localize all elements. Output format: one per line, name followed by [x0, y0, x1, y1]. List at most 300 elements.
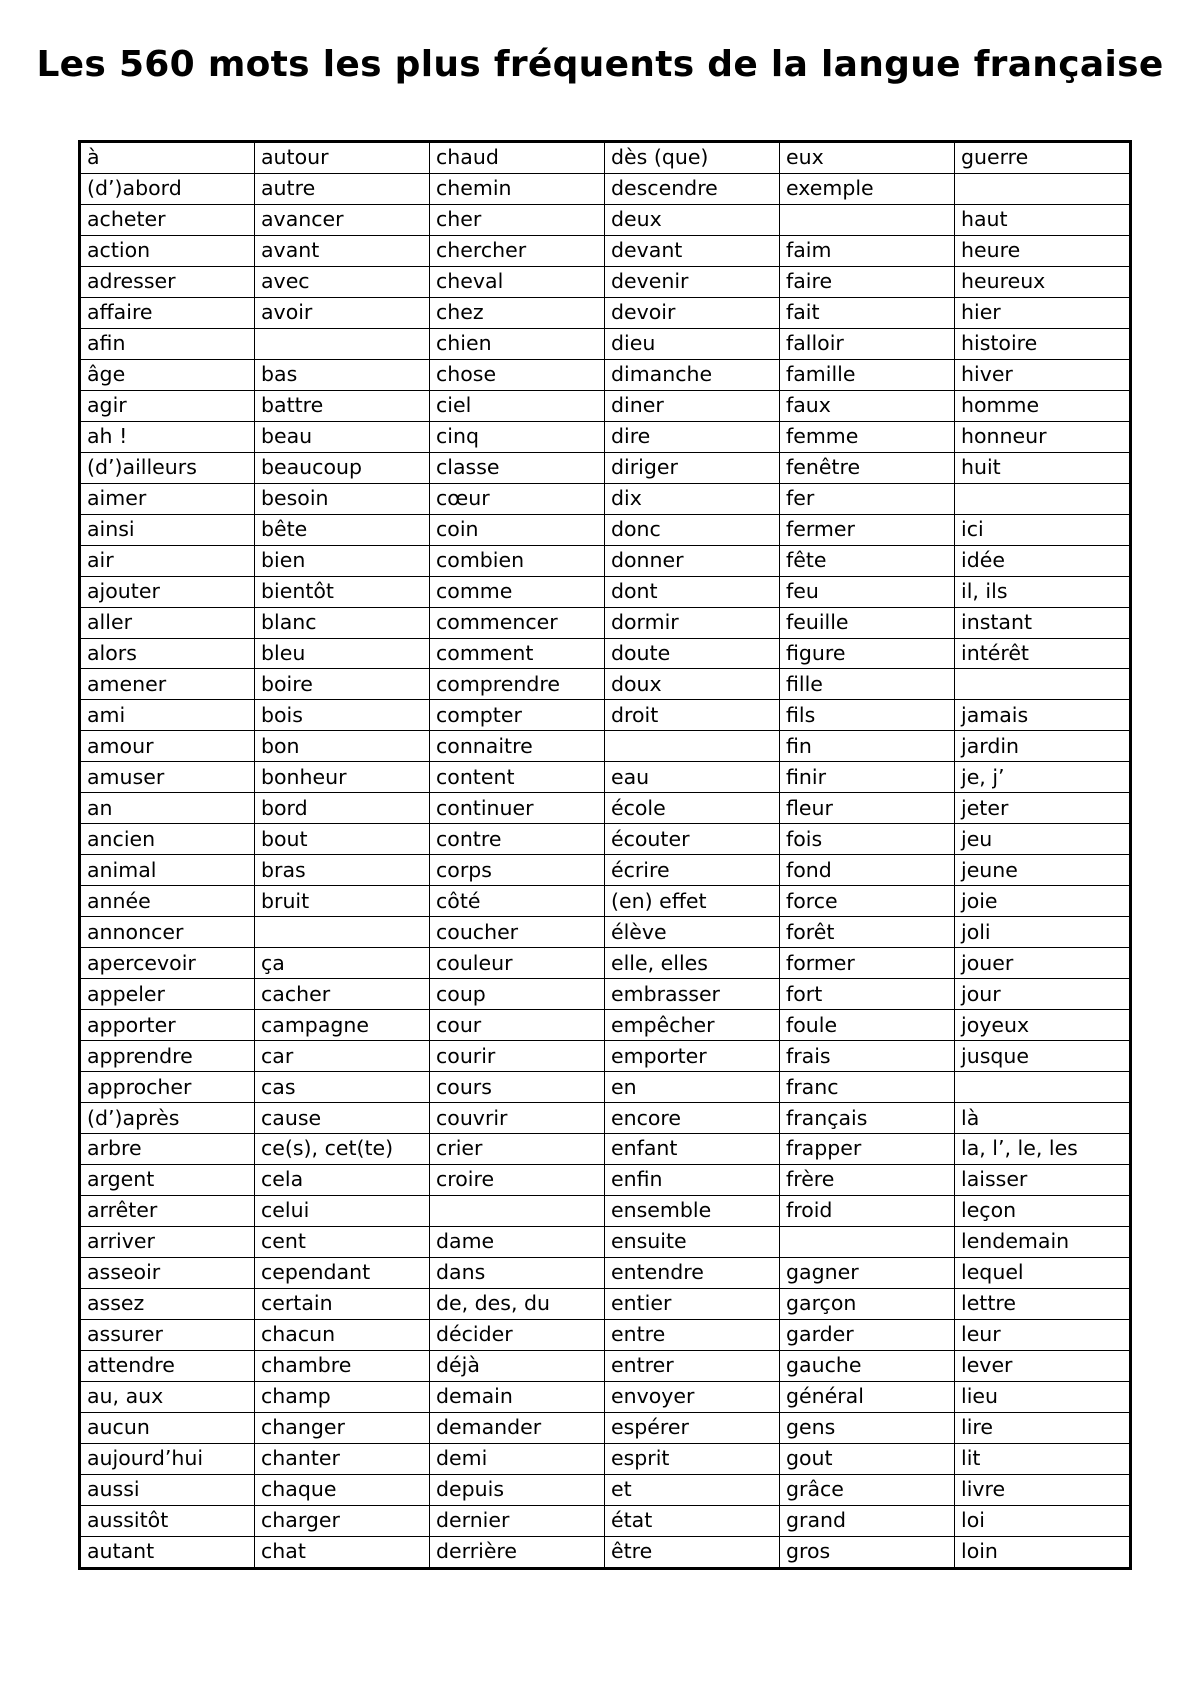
- table-row: [80, 731, 1131, 762]
- word-cell: demain: [430, 1381, 605, 1412]
- word-cell: autant: [80, 1536, 255, 1568]
- table-row: [80, 142, 1131, 174]
- word-cell: croire: [430, 1164, 605, 1195]
- word-cell: cas: [255, 1072, 430, 1103]
- word-cell: bois: [255, 700, 430, 731]
- table-row: [80, 1536, 1131, 1568]
- table-row: [80, 545, 1131, 576]
- table-row: [80, 1164, 1131, 1195]
- word-cell: cause: [255, 1103, 430, 1134]
- word-cell: ce(s), cet(te): [255, 1134, 430, 1165]
- word-cell: aussi: [80, 1474, 255, 1505]
- word-cell: chemin: [430, 173, 605, 204]
- word-cell: de, des, du: [430, 1288, 605, 1319]
- word-cell: amuser: [80, 762, 255, 793]
- word-cell: faux: [780, 390, 955, 421]
- table-row: [80, 390, 1131, 421]
- word-cell: joli: [955, 917, 1131, 948]
- table-row: [80, 700, 1131, 731]
- table-row: [80, 979, 1131, 1010]
- word-cell: changer: [255, 1412, 430, 1443]
- word-cell: esprit: [605, 1443, 780, 1474]
- word-cell: foule: [780, 1010, 955, 1041]
- word-cell: faim: [780, 235, 955, 266]
- word-cell: combien: [430, 545, 605, 576]
- word-cell: continuer: [430, 793, 605, 824]
- word-cell: frère: [780, 1164, 955, 1195]
- word-cell: autre: [255, 173, 430, 204]
- word-cell: haut: [955, 204, 1131, 235]
- word-cell: chacun: [255, 1319, 430, 1350]
- word-cell: depuis: [430, 1474, 605, 1505]
- word-cell: (d’)ailleurs: [80, 452, 255, 483]
- table-row: [80, 638, 1131, 669]
- word-cell: décider: [430, 1319, 605, 1350]
- table-row: [80, 576, 1131, 607]
- word-cell: lit: [955, 1443, 1131, 1474]
- word-cell: ami: [80, 700, 255, 731]
- word-cell: exemple: [780, 173, 955, 204]
- word-cell: ah !: [80, 421, 255, 452]
- word-cell: donner: [605, 545, 780, 576]
- word-cell: fleur: [780, 793, 955, 824]
- word-cell: avancer: [255, 204, 430, 235]
- table-row: [80, 1412, 1131, 1443]
- word-cell: ici: [955, 514, 1131, 545]
- word-cell: champ: [255, 1381, 430, 1412]
- word-cell: envoyer: [605, 1381, 780, 1412]
- word-cell: et: [605, 1474, 780, 1505]
- word-cell: agir: [80, 390, 255, 421]
- table-row: [80, 1350, 1131, 1381]
- word-cell: dernier: [430, 1505, 605, 1536]
- word-cell: former: [780, 948, 955, 979]
- word-cell: eau: [605, 762, 780, 793]
- word-cell: histoire: [955, 328, 1131, 359]
- word-cell: droit: [605, 700, 780, 731]
- word-cell: comment: [430, 638, 605, 669]
- word-cell: bas: [255, 359, 430, 390]
- word-cell: connaitre: [430, 731, 605, 762]
- word-cell: besoin: [255, 483, 430, 514]
- word-cell: bête: [255, 514, 430, 545]
- word-cell: forêt: [780, 917, 955, 948]
- table-row: [80, 1134, 1131, 1165]
- word-cell: affaire: [80, 297, 255, 328]
- word-cell: homme: [955, 390, 1131, 421]
- word-cell: beau: [255, 421, 430, 452]
- word-cell: derrière: [430, 1536, 605, 1568]
- word-cell: bras: [255, 855, 430, 886]
- word-cell: arbre: [80, 1134, 255, 1165]
- word-cell: campagne: [255, 1010, 430, 1041]
- word-cell: cher: [430, 204, 605, 235]
- word-cell: cela: [255, 1164, 430, 1195]
- word-cell: descendre: [605, 173, 780, 204]
- word-cell: dix: [605, 483, 780, 514]
- word-cell: là: [955, 1103, 1131, 1134]
- word-cell: entrer: [605, 1350, 780, 1381]
- word-cell: comprendre: [430, 669, 605, 700]
- word-cell: entre: [605, 1319, 780, 1350]
- table-row: [80, 514, 1131, 545]
- word-cell: emporter: [605, 1041, 780, 1072]
- word-cell: attendre: [80, 1350, 255, 1381]
- word-cell: gros: [780, 1536, 955, 1568]
- table-row: [80, 1257, 1131, 1288]
- word-cell: côté: [430, 886, 605, 917]
- word-cell: crier: [430, 1134, 605, 1165]
- word-cell: couvrir: [430, 1103, 605, 1134]
- table-row: [80, 917, 1131, 948]
- word-cell: arriver: [80, 1226, 255, 1257]
- word-cell: franc: [780, 1072, 955, 1103]
- word-cell: heureux: [955, 266, 1131, 297]
- word-cell: gout: [780, 1443, 955, 1474]
- word-cell: [955, 669, 1131, 700]
- word-cell: chambre: [255, 1350, 430, 1381]
- word-cell: joyeux: [955, 1010, 1131, 1041]
- word-cell: frais: [780, 1041, 955, 1072]
- word-cell: boire: [255, 669, 430, 700]
- word-cell: feu: [780, 576, 955, 607]
- word-cell: celui: [255, 1195, 430, 1226]
- word-cell: dimanche: [605, 359, 780, 390]
- word-cell: bout: [255, 824, 430, 855]
- word-cell: élève: [605, 917, 780, 948]
- word-cell: femme: [780, 421, 955, 452]
- word-cell: bruit: [255, 886, 430, 917]
- word-cell: école: [605, 793, 780, 824]
- word-cell: année: [80, 886, 255, 917]
- table-row: [80, 886, 1131, 917]
- word-cell: jeune: [955, 855, 1131, 886]
- word-cell: ensemble: [605, 1195, 780, 1226]
- word-cell: [955, 1072, 1131, 1103]
- word-cell: [255, 917, 430, 948]
- word-cell: assez: [80, 1288, 255, 1319]
- table-row: [80, 266, 1131, 297]
- word-cell: demander: [430, 1412, 605, 1443]
- word-table: [78, 140, 1132, 1570]
- table-row: [80, 1195, 1131, 1226]
- word-cell: déjà: [430, 1350, 605, 1381]
- table-row: [80, 793, 1131, 824]
- word-cell: frapper: [780, 1134, 955, 1165]
- word-cell: avant: [255, 235, 430, 266]
- word-cell: avec: [255, 266, 430, 297]
- word-cell: chose: [430, 359, 605, 390]
- word-cell: dire: [605, 421, 780, 452]
- word-cell: chien: [430, 328, 605, 359]
- table-row: [80, 235, 1131, 266]
- word-cell: figure: [780, 638, 955, 669]
- word-cell: dès (que): [605, 142, 780, 174]
- word-cell: heure: [955, 235, 1131, 266]
- word-cell: au, aux: [80, 1381, 255, 1412]
- word-cell: guerre: [955, 142, 1131, 174]
- word-cell: deux: [605, 204, 780, 235]
- word-cell: fer: [780, 483, 955, 514]
- word-cell: battre: [255, 390, 430, 421]
- word-cell: ancien: [80, 824, 255, 855]
- word-cell: dans: [430, 1257, 605, 1288]
- word-cell: [955, 483, 1131, 514]
- word-cell: jardin: [955, 731, 1131, 762]
- word-cell: cheval: [430, 266, 605, 297]
- word-cell: amener: [80, 669, 255, 700]
- word-cell: jamais: [955, 700, 1131, 731]
- table-row: [80, 421, 1131, 452]
- word-cell: gens: [780, 1412, 955, 1443]
- word-cell: doux: [605, 669, 780, 700]
- word-cell: entier: [605, 1288, 780, 1319]
- word-cell: fort: [780, 979, 955, 1010]
- word-cell: huit: [955, 452, 1131, 483]
- word-cell: aussitôt: [80, 1505, 255, 1536]
- word-cell: jeter: [955, 793, 1131, 824]
- word-cell: état: [605, 1505, 780, 1536]
- word-cell: cent: [255, 1226, 430, 1257]
- word-cell: ça: [255, 948, 430, 979]
- word-cell: gagner: [780, 1257, 955, 1288]
- word-cell: hier: [955, 297, 1131, 328]
- word-cell: beaucoup: [255, 452, 430, 483]
- word-cell: diriger: [605, 452, 780, 483]
- word-cell: lendemain: [955, 1226, 1131, 1257]
- word-cell: dont: [605, 576, 780, 607]
- word-cell: général: [780, 1381, 955, 1412]
- word-cell: ciel: [430, 390, 605, 421]
- word-cell: apercevoir: [80, 948, 255, 979]
- word-cell: aujourd’hui: [80, 1443, 255, 1474]
- word-cell: afin: [80, 328, 255, 359]
- word-cell: dame: [430, 1226, 605, 1257]
- word-cell: cour: [430, 1010, 605, 1041]
- page-title: Les 560 mots les plus fréquents de la langue française: [36, 44, 1164, 85]
- word-cell: lieu: [955, 1381, 1131, 1412]
- word-cell: falloir: [780, 328, 955, 359]
- word-cell: cacher: [255, 979, 430, 1010]
- word-cell: ainsi: [80, 514, 255, 545]
- word-cell: lire: [955, 1412, 1131, 1443]
- word-cell: alors: [80, 638, 255, 669]
- word-cell: faire: [780, 266, 955, 297]
- word-cell: laisser: [955, 1164, 1131, 1195]
- word-cell: chez: [430, 297, 605, 328]
- word-cell: âge: [80, 359, 255, 390]
- word-cell: ajouter: [80, 576, 255, 607]
- word-cell: à: [80, 142, 255, 174]
- table-row: [80, 948, 1131, 979]
- word-cell: coin: [430, 514, 605, 545]
- word-cell: famille: [780, 359, 955, 390]
- word-cell: asseoir: [80, 1257, 255, 1288]
- word-cell: loi: [955, 1505, 1131, 1536]
- word-cell: entendre: [605, 1257, 780, 1288]
- word-cell: [780, 1226, 955, 1257]
- word-cell: aller: [80, 607, 255, 638]
- word-cell: [780, 204, 955, 235]
- table-row: [80, 1041, 1131, 1072]
- word-cell: écouter: [605, 824, 780, 855]
- word-cell: doute: [605, 638, 780, 669]
- word-cell: autour: [255, 142, 430, 174]
- word-cell: embrasser: [605, 979, 780, 1010]
- word-cell: hiver: [955, 359, 1131, 390]
- word-cell: fois: [780, 824, 955, 855]
- word-cell: espérer: [605, 1412, 780, 1443]
- word-cell: froid: [780, 1195, 955, 1226]
- word-cell: devoir: [605, 297, 780, 328]
- word-cell: empêcher: [605, 1010, 780, 1041]
- word-cell: dormir: [605, 607, 780, 638]
- word-cell: finir: [780, 762, 955, 793]
- word-cell: lettre: [955, 1288, 1131, 1319]
- word-cell: acheter: [80, 204, 255, 235]
- word-cell: demi: [430, 1443, 605, 1474]
- table-row: [80, 1288, 1131, 1319]
- word-cell: (d’)abord: [80, 173, 255, 204]
- word-cell: chaque: [255, 1474, 430, 1505]
- word-cell: fait: [780, 297, 955, 328]
- word-cell: lever: [955, 1350, 1131, 1381]
- word-cell: fermer: [780, 514, 955, 545]
- word-cell: bonheur: [255, 762, 430, 793]
- word-cell: ensuite: [605, 1226, 780, 1257]
- word-cell: eux: [780, 142, 955, 174]
- word-cell: [255, 328, 430, 359]
- word-cell: français: [780, 1103, 955, 1134]
- word-cell: coucher: [430, 917, 605, 948]
- word-table-body: [80, 142, 1131, 1569]
- word-cell: commencer: [430, 607, 605, 638]
- word-cell: livre: [955, 1474, 1131, 1505]
- word-cell: [955, 173, 1131, 204]
- word-cell: écrire: [605, 855, 780, 886]
- word-cell: la, l’, le, les: [955, 1134, 1131, 1165]
- word-cell: content: [430, 762, 605, 793]
- word-cell: instant: [955, 607, 1131, 638]
- table-row: [80, 824, 1131, 855]
- word-cell: leçon: [955, 1195, 1131, 1226]
- word-cell: intérêt: [955, 638, 1131, 669]
- word-cell: aimer: [80, 483, 255, 514]
- word-cell: assurer: [80, 1319, 255, 1350]
- word-cell: bien: [255, 545, 430, 576]
- word-cell: je, j’: [955, 762, 1131, 793]
- word-cell: gauche: [780, 1350, 955, 1381]
- word-cell: animal: [80, 855, 255, 886]
- word-cell: grâce: [780, 1474, 955, 1505]
- word-cell: classe: [430, 452, 605, 483]
- word-cell: cependant: [255, 1257, 430, 1288]
- word-cell: cours: [430, 1072, 605, 1103]
- word-cell: enfant: [605, 1134, 780, 1165]
- word-cell: devant: [605, 235, 780, 266]
- word-cell: car: [255, 1041, 430, 1072]
- word-cell: force: [780, 886, 955, 917]
- table-row: [80, 607, 1131, 638]
- word-cell: en: [605, 1072, 780, 1103]
- word-cell: blanc: [255, 607, 430, 638]
- word-cell: amour: [80, 731, 255, 762]
- word-cell: jour: [955, 979, 1131, 1010]
- table-row: [80, 1072, 1131, 1103]
- word-cell: air: [80, 545, 255, 576]
- table-row: [80, 669, 1131, 700]
- word-cell: garçon: [780, 1288, 955, 1319]
- word-cell: fête: [780, 545, 955, 576]
- word-cell: an: [80, 793, 255, 824]
- word-cell: donc: [605, 514, 780, 545]
- word-cell: fin: [780, 731, 955, 762]
- table-row: [80, 328, 1131, 359]
- word-cell: avoir: [255, 297, 430, 328]
- word-cell: bleu: [255, 638, 430, 669]
- word-cell: garder: [780, 1319, 955, 1350]
- word-cell: contre: [430, 824, 605, 855]
- table-row: [80, 1010, 1131, 1041]
- word-cell: être: [605, 1536, 780, 1568]
- word-cell: bientôt: [255, 576, 430, 607]
- word-cell: courir: [430, 1041, 605, 1072]
- word-cell: coup: [430, 979, 605, 1010]
- word-cell: certain: [255, 1288, 430, 1319]
- table-row: [80, 359, 1131, 390]
- table-row: [80, 855, 1131, 886]
- table-row: [80, 1474, 1131, 1505]
- word-cell: chaud: [430, 142, 605, 174]
- word-cell: annoncer: [80, 917, 255, 948]
- word-cell: approcher: [80, 1072, 255, 1103]
- word-cell: [605, 731, 780, 762]
- word-cell: couleur: [430, 948, 605, 979]
- word-cell: aucun: [80, 1412, 255, 1443]
- word-cell: comme: [430, 576, 605, 607]
- word-cell: bon: [255, 731, 430, 762]
- table-row: [80, 204, 1131, 235]
- table-row: [80, 297, 1131, 328]
- table-row: [80, 762, 1131, 793]
- table-row: [80, 173, 1131, 204]
- word-cell: idée: [955, 545, 1131, 576]
- word-cell: enfin: [605, 1164, 780, 1195]
- word-cell: chercher: [430, 235, 605, 266]
- table-row: [80, 483, 1131, 514]
- word-cell: [430, 1195, 605, 1226]
- word-cell: honneur: [955, 421, 1131, 452]
- word-cell: dieu: [605, 328, 780, 359]
- word-cell: compter: [430, 700, 605, 731]
- word-cell: jeu: [955, 824, 1131, 855]
- word-cell: devenir: [605, 266, 780, 297]
- table-row: [80, 1505, 1131, 1536]
- word-cell: action: [80, 235, 255, 266]
- word-cell: loin: [955, 1536, 1131, 1568]
- word-cell: fils: [780, 700, 955, 731]
- word-cell: cœur: [430, 483, 605, 514]
- word-cell: elle, elles: [605, 948, 780, 979]
- table-row: [80, 1443, 1131, 1474]
- word-cell: chat: [255, 1536, 430, 1568]
- table-row: [80, 452, 1131, 483]
- word-cell: lequel: [955, 1257, 1131, 1288]
- word-cell: feuille: [780, 607, 955, 638]
- word-cell: arrêter: [80, 1195, 255, 1226]
- word-cell: fond: [780, 855, 955, 886]
- word-cell: chanter: [255, 1443, 430, 1474]
